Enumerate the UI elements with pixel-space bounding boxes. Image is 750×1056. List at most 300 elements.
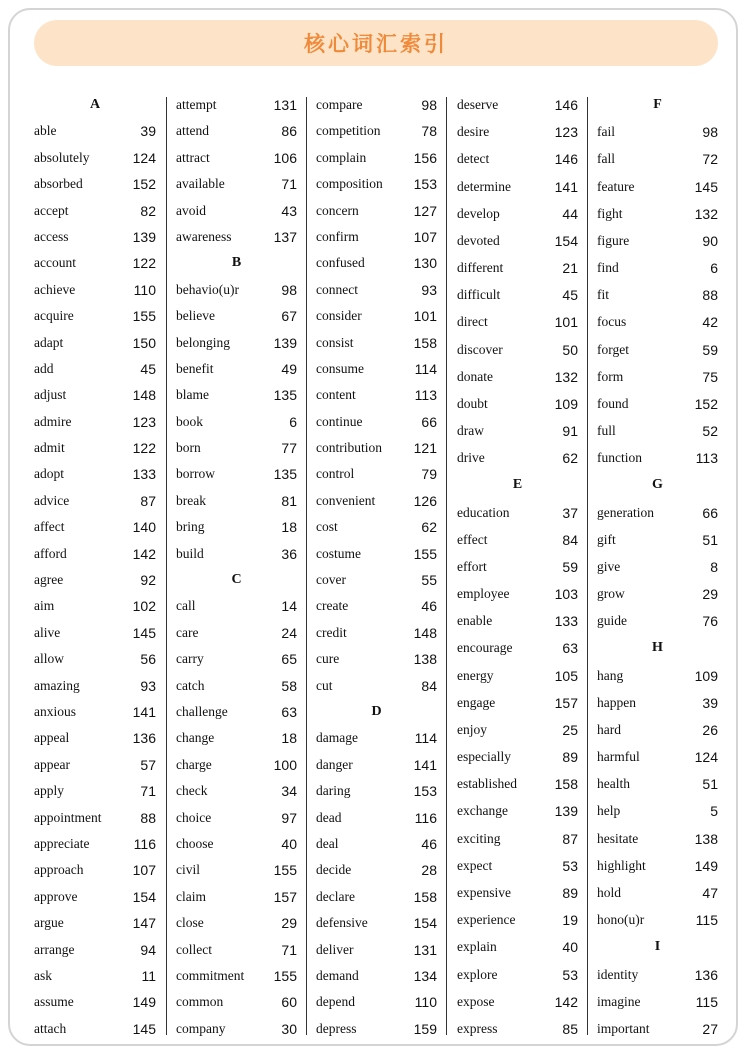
entry-page-number: 51 (702, 776, 718, 793)
index-entry (316, 674, 437, 698)
entry-page-number: 126 (413, 492, 437, 509)
entry-word: engage (457, 694, 496, 710)
index-entry (597, 555, 718, 579)
index-entry (176, 225, 297, 249)
entry-word: commitment (176, 967, 245, 983)
entry-page-number: 139 (132, 228, 156, 245)
entry-page-number: 94 (140, 941, 156, 958)
entry-page-number: 145 (694, 178, 718, 195)
entry-word: important (597, 1020, 650, 1036)
entry-page-number: 84 (562, 531, 578, 548)
entry-page-number: 146 (554, 97, 578, 113)
entry-word: expect (457, 857, 493, 873)
entry-page-number: 103 (554, 586, 578, 603)
index-entry (597, 338, 718, 362)
index-entry (34, 911, 156, 935)
entry-page-number: 123 (132, 413, 156, 430)
entry-word: care (176, 624, 199, 640)
index-entry (176, 489, 297, 513)
index-entry (457, 120, 578, 144)
entry-word: health (597, 776, 630, 792)
index-entry (597, 120, 718, 144)
entry-page-number: 150 (132, 334, 156, 351)
index-entry (34, 172, 156, 196)
entry-word: deserve (457, 97, 499, 112)
entry-word: build (176, 545, 204, 561)
index-entry (457, 963, 578, 987)
letter-heading: E (512, 477, 523, 493)
entry-word: dead (316, 809, 342, 825)
index-entry (316, 436, 437, 460)
entry-word: declare (316, 888, 355, 904)
entry-word: choose (176, 835, 214, 851)
entry-page-number: 97 (281, 809, 297, 826)
index-entry (597, 963, 718, 987)
entry-word: company (176, 1020, 226, 1036)
entry-word: grow (597, 586, 625, 602)
entry-page-number: 53 (562, 857, 578, 874)
entry-word: attempt (176, 97, 217, 112)
entry-page-number: 101 (554, 314, 578, 331)
entry-word: enjoy (457, 721, 487, 737)
entry-word: advice (34, 492, 70, 508)
entry-page-number: 153 (413, 783, 437, 800)
index-entry (597, 365, 718, 389)
entry-page-number: 18 (281, 519, 297, 536)
entry-page-number: 25 (562, 721, 578, 738)
entry-page-number: 149 (694, 857, 718, 874)
index-entry (316, 885, 437, 909)
entry-word: depress (316, 1020, 357, 1036)
entry-page-number: 133 (132, 466, 156, 483)
index-entry (34, 621, 156, 645)
entry-word: cost (316, 519, 338, 535)
index-entry (176, 964, 297, 988)
entry-word: aim (34, 598, 55, 614)
index-entry (597, 446, 718, 470)
entry-page-number: 87 (140, 492, 156, 509)
entry-page-number: 89 (562, 749, 578, 766)
entry-page-number: 71 (281, 941, 297, 958)
entry-page-number: 106 (273, 149, 297, 166)
entry-page-number: 72 (702, 151, 718, 168)
entry-word: explore (457, 966, 498, 982)
entry-word: deal (316, 835, 339, 851)
entry-word: allow (34, 651, 64, 667)
index-entry (457, 256, 578, 280)
entry-page-number: 145 (132, 1020, 156, 1037)
entry-word: bring (176, 519, 205, 535)
entry-page-number: 131 (273, 97, 297, 113)
entry-word: fall (597, 151, 615, 167)
entry-word: hang (597, 667, 624, 683)
index-entry (34, 594, 156, 618)
entry-page-number: 19 (562, 912, 578, 929)
entry-word: attract (176, 149, 210, 165)
entry-page-number: 36 (281, 545, 297, 562)
entry-page-number: 66 (421, 413, 437, 430)
index-entry (457, 419, 578, 443)
index-entry (176, 436, 297, 460)
entry-page-number: 62 (421, 519, 437, 536)
entry-page-number: 67 (281, 308, 297, 325)
index-entry (34, 357, 156, 381)
entry-page-number: 110 (133, 281, 156, 298)
index-entry (176, 93, 297, 117)
entry-word: hesitate (597, 830, 639, 846)
entry-page-number: 37 (562, 504, 578, 521)
entry-word: contribution (316, 440, 382, 456)
index-entry (597, 419, 718, 443)
entry-page-number: 116 (133, 835, 156, 852)
column-divider (446, 97, 447, 1035)
entry-word: account (34, 255, 76, 271)
entry-word: adopt (34, 466, 64, 482)
entry-word: draw (457, 423, 484, 439)
index-entry (457, 691, 578, 715)
index-entry (34, 832, 156, 856)
entry-page-number: 113 (414, 387, 437, 404)
entry-word: different (457, 260, 504, 276)
entry-page-number: 56 (140, 651, 156, 668)
entry-page-number: 44 (562, 205, 578, 222)
index-column-4 (457, 93, 578, 1041)
index-entry (457, 501, 578, 525)
entry-word: amazing (34, 677, 80, 693)
entry-page-number: 123 (554, 124, 578, 141)
entry-word: expose (457, 993, 495, 1009)
entry-page-number: 138 (413, 651, 437, 668)
index-entry (457, 392, 578, 416)
entry-page-number: 93 (140, 677, 156, 694)
entry-word: effect (457, 531, 488, 547)
index-entry (316, 383, 437, 407)
entry-page-number: 91 (562, 423, 578, 440)
entry-word: adjust (34, 387, 67, 403)
entry-page-number: 46 (421, 835, 437, 852)
entry-page-number: 115 (695, 912, 718, 929)
entry-word: expensive (457, 884, 511, 900)
entry-page-number: 107 (413, 228, 437, 245)
entry-word: attach (34, 1020, 67, 1036)
entry-page-number: 43 (281, 202, 297, 219)
entry-word: donate (457, 368, 493, 384)
index-entry (597, 283, 718, 307)
entry-page-number: 90 (702, 232, 718, 249)
index-entry (34, 858, 156, 882)
entry-word: fail (597, 124, 615, 140)
index-entry (34, 568, 156, 592)
entry-page-number: 133 (554, 613, 578, 630)
entry-page-number: 146 (554, 151, 578, 168)
entry-word: fight (597, 205, 623, 221)
index-entry (34, 199, 156, 223)
index-entry (34, 885, 156, 909)
entry-word: appear (34, 756, 70, 772)
entry-page-number: 130 (413, 255, 437, 272)
index-entry (34, 753, 156, 777)
index-column-5 (597, 93, 718, 1041)
entry-word: concern (316, 202, 359, 218)
entry-page-number: 142 (554, 993, 578, 1010)
entry-word: appreciate (34, 835, 90, 851)
index-entry (34, 251, 156, 275)
entry-page-number: 113 (695, 450, 718, 467)
entry-page-number: 49 (281, 360, 297, 377)
index-entry (457, 582, 578, 606)
entry-word: appointment (34, 809, 102, 825)
page-title: 核心词汇索引 (304, 32, 448, 56)
entry-word: absolutely (34, 149, 90, 165)
index-entry (316, 410, 437, 434)
entry-word: discover (457, 341, 503, 357)
letter-heading: B (231, 255, 242, 271)
entry-page-number: 152 (132, 176, 156, 193)
index-entry (176, 1017, 297, 1041)
index-entry (176, 462, 297, 486)
entry-page-number: 58 (281, 677, 297, 694)
letter-heading: D (371, 703, 382, 719)
index-entry (316, 1017, 437, 1041)
index-entry (457, 935, 578, 959)
index-entry (176, 779, 297, 803)
entry-word: choice (176, 809, 212, 825)
index-entry (597, 854, 718, 878)
index-entry (597, 908, 718, 932)
entry-page-number: 60 (281, 994, 297, 1011)
entry-word: gift (597, 531, 616, 547)
entry-word: afford (34, 545, 67, 561)
index-entry (176, 990, 297, 1014)
entry-page-number: 98 (281, 281, 297, 298)
entry-page-number: 101 (413, 308, 437, 325)
entry-page-number: 57 (140, 756, 156, 773)
entry-word: happen (597, 694, 636, 710)
entry-page-number: 139 (554, 803, 578, 820)
index-entry (34, 331, 156, 355)
entry-word: apply (34, 783, 64, 799)
entry-word: function (597, 450, 642, 466)
entry-page-number: 152 (694, 395, 718, 412)
entry-word: established (457, 776, 517, 792)
letter-heading: A (89, 97, 101, 112)
index-entry (457, 147, 578, 171)
entry-word: credit (316, 624, 347, 640)
entry-word: develop (457, 205, 500, 221)
entry-page-number: 155 (132, 308, 156, 325)
entry-page-number: 107 (132, 862, 156, 879)
entry-word: confused (316, 255, 365, 271)
entry-word: cover (316, 572, 346, 588)
entry-page-number: 154 (413, 915, 437, 932)
index-entry (176, 119, 297, 143)
entry-word: challenge (176, 703, 228, 719)
entry-page-number: 121 (413, 440, 437, 457)
entry-page-number: 110 (414, 994, 437, 1011)
entry-page-number: 66 (702, 504, 718, 521)
entry-word: hold (597, 884, 622, 900)
index-entry (176, 832, 297, 856)
index-entry (176, 700, 297, 724)
index-entry (176, 726, 297, 750)
column-divider (306, 97, 307, 1035)
entry-word: depend (316, 994, 355, 1010)
index-entry (457, 229, 578, 253)
index-entry (457, 745, 578, 769)
index-entry (457, 609, 578, 633)
index-entry (597, 745, 718, 769)
entry-page-number: 155 (273, 967, 297, 984)
index-entry (176, 647, 297, 671)
entry-word: highlight (597, 857, 646, 873)
entry-word: cure (316, 651, 340, 667)
index-entry (457, 528, 578, 552)
index-entry (34, 436, 156, 460)
entry-word: awareness (176, 228, 232, 244)
entry-word: figure (597, 232, 630, 248)
column-divider (587, 97, 588, 1035)
entry-page-number: 141 (413, 756, 437, 773)
entry-word: difficult (457, 287, 501, 303)
entry-page-number: 63 (562, 640, 578, 657)
entry-word: call (176, 598, 196, 614)
entry-word: daring (316, 783, 351, 799)
index-entry (176, 938, 297, 962)
index-entry (316, 753, 437, 777)
entry-page-number: 141 (554, 178, 578, 195)
entry-word: danger (316, 756, 353, 772)
index-entry (34, 225, 156, 249)
entry-page-number: 122 (132, 440, 156, 457)
index-entry (457, 881, 578, 905)
entry-word: effort (457, 558, 487, 574)
entry-page-number: 45 (562, 287, 578, 304)
entry-word: find (597, 260, 619, 276)
entry-page-number: 62 (562, 450, 578, 467)
entry-page-number: 98 (421, 97, 437, 113)
entry-word: charge (176, 756, 212, 772)
index-entry (34, 726, 156, 750)
entry-page-number: 155 (413, 545, 437, 562)
index-entry (176, 674, 297, 698)
index-entry (457, 1017, 578, 1041)
index-entry (176, 594, 297, 618)
entry-page-number: 135 (273, 387, 297, 404)
index-entry (316, 990, 437, 1014)
index-entry (34, 304, 156, 328)
entry-page-number: 114 (414, 360, 437, 377)
index-entry (316, 146, 437, 170)
index-entry (34, 146, 156, 170)
index-entry (457, 799, 578, 823)
entry-page-number: 29 (281, 915, 297, 932)
index-entry (597, 501, 718, 525)
entry-page-number: 88 (140, 809, 156, 826)
entry-page-number: 116 (414, 809, 437, 826)
index-column-2 (176, 93, 297, 1041)
entry-page-number: 59 (702, 341, 718, 358)
index-entry (34, 383, 156, 407)
entry-page-number: 82 (140, 202, 156, 219)
entry-page-number: 157 (273, 888, 297, 905)
index-entry (176, 172, 297, 196)
entry-word: compare (316, 97, 363, 112)
entry-word: exchange (457, 803, 508, 819)
index-entry (457, 365, 578, 389)
entry-page-number: 92 (140, 572, 156, 589)
entry-word: competition (316, 123, 381, 139)
entry-page-number: 71 (281, 176, 297, 193)
entry-word: desire (457, 124, 490, 140)
entry-word: approach (34, 862, 84, 878)
entry-page-number: 40 (562, 939, 578, 956)
entry-word: anxious (34, 703, 76, 719)
entry-page-number: 149 (132, 994, 156, 1011)
entry-word: believe (176, 308, 215, 324)
index-entry (34, 278, 156, 302)
entry-word: argue (34, 915, 64, 931)
index-entry (597, 609, 718, 633)
entry-page-number: 105 (554, 667, 578, 684)
entry-word: help (597, 803, 621, 819)
index-entry (597, 582, 718, 606)
entry-word: experience (457, 912, 516, 928)
entry-page-number: 142 (132, 545, 156, 562)
index-entry (597, 229, 718, 253)
entry-word: feature (597, 178, 635, 194)
entry-word: adapt (34, 334, 64, 350)
entry-word: consist (316, 334, 354, 350)
entry-word: employee (457, 586, 510, 602)
index-entry (597, 772, 718, 796)
index-entry (457, 175, 578, 199)
letter-heading: H (652, 640, 663, 656)
index-entry (316, 621, 437, 645)
entry-page-number: 87 (562, 830, 578, 847)
entry-page-number: 148 (132, 387, 156, 404)
index-entry (176, 753, 297, 777)
entry-page-number: 89 (562, 884, 578, 901)
entry-word: exciting (457, 830, 501, 846)
index-entry (457, 338, 578, 362)
entry-page-number: 8 (710, 558, 718, 575)
entry-word: forget (597, 341, 629, 357)
entry-word: ask (34, 967, 52, 983)
entry-word: absorbed (34, 176, 83, 192)
entry-page-number: 154 (132, 888, 156, 905)
index-entry (34, 964, 156, 988)
entry-page-number: 75 (702, 368, 718, 385)
entry-word: arrange (34, 941, 75, 957)
entry-word: doubt (457, 395, 488, 411)
index-entry (34, 700, 156, 724)
index-entry (597, 664, 718, 688)
index-entry (34, 462, 156, 486)
entry-page-number: 59 (562, 558, 578, 575)
entry-page-number: 40 (281, 835, 297, 852)
entry-word: consume (316, 360, 364, 376)
entry-word: give (597, 558, 621, 574)
entry-word: deliver (316, 941, 354, 957)
entry-word: blame (176, 387, 209, 403)
entry-page-number: 39 (140, 123, 156, 140)
entry-word: carry (176, 651, 204, 667)
entry-page-number: 65 (281, 651, 297, 668)
index-entry (316, 858, 437, 882)
entry-word: defensive (316, 915, 368, 931)
index-entry (316, 119, 437, 143)
entry-word: alive (34, 624, 61, 640)
